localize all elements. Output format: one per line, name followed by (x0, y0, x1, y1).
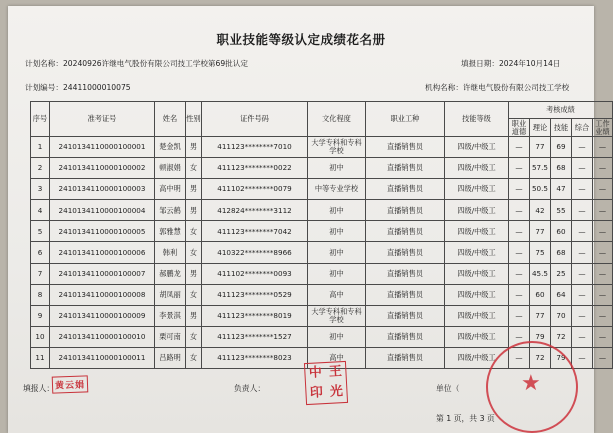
plan-no (25, 82, 131, 93)
cell-work-perf: — (593, 284, 613, 305)
cell-work-perf: — (593, 179, 613, 200)
table-row (31, 137, 613, 158)
official-seal-stamp (486, 341, 578, 433)
cell-gender: 女 (186, 284, 202, 305)
cell-gender: 男 (186, 179, 202, 200)
cell-ethics: — (509, 179, 530, 200)
fill-date (461, 58, 560, 69)
cell-id-no: 411123********1527 (202, 326, 308, 347)
cell-exam-no: 2410134110000100002 (50, 158, 155, 179)
cell-name: 顿淑娟 (155, 158, 186, 179)
cell-theory: 72 (530, 347, 551, 368)
cell-seq: 5 (31, 221, 50, 242)
plan-no-label: 计划编号： (25, 83, 63, 92)
cell-level: 四级/中级工 (445, 263, 509, 284)
cell-level: 四级/中级工 (445, 158, 509, 179)
header-overall: 综合 (572, 119, 593, 137)
cell-education: 高中 (308, 347, 366, 368)
plan-name-value: 20240926许继电气股份有限公司技工学校第69批认定 (62, 59, 248, 68)
cell-skill: 64 (551, 284, 572, 305)
header-skill: 技能 (551, 119, 572, 137)
org-name-value: 许继电气股份有限公司技工学校 (462, 83, 570, 92)
cell-occupation: 直播销售员 (366, 347, 445, 368)
cell-skill: 72 (551, 326, 572, 347)
cell-name: 郭雅慧 (155, 221, 186, 242)
cell-skill: 68 (551, 242, 572, 263)
cell-ethics: — (509, 221, 530, 242)
cell-id-no: 411102********0093 (202, 263, 308, 284)
cell-education: 大学专科和专科学校 (308, 137, 366, 158)
owner-seal-char: 印 (309, 385, 324, 401)
cell-seq: 4 (31, 200, 50, 221)
cell-gender: 男 (186, 137, 202, 158)
org-name-label: 机构名称： (425, 83, 463, 92)
header-exam-no: 准考证号 (50, 102, 155, 137)
header-level: 技能等级 (445, 102, 509, 137)
cell-occupation: 直播销售员 (366, 179, 445, 200)
cell-skill: 55 (551, 200, 572, 221)
cell-work-perf: — (593, 158, 613, 179)
cell-theory: 45.5 (530, 263, 551, 284)
star-icon: ★ (521, 371, 541, 396)
table-row (31, 179, 613, 200)
cell-name: 吕路明 (155, 347, 186, 368)
cell-theory: 75 (530, 242, 551, 263)
cell-name: 胡凤丽 (155, 284, 186, 305)
cell-seq: 6 (31, 242, 50, 263)
cell-ethics: — (509, 305, 530, 326)
page-indicator: 第 1 页，共 3 页 (436, 414, 495, 423)
cell-work-perf: — (593, 347, 613, 368)
cell-work-perf: — (593, 221, 613, 242)
header-occupation: 职业工种 (366, 102, 445, 137)
header-name: 姓名 (155, 102, 186, 137)
cell-gender: 女 (186, 221, 202, 242)
cell-id-no: 411123********8023 (202, 347, 308, 368)
cell-ethics: — (509, 284, 530, 305)
plan-name (25, 58, 248, 69)
cell-work-perf: — (593, 137, 613, 158)
owner-seal-stamp (304, 361, 348, 405)
owner-seal-char: 光 (329, 384, 344, 400)
cell-skill: 68 (551, 158, 572, 179)
cell-exam-no: 2410134110000100004 (50, 200, 155, 221)
cell-occupation: 直播销售员 (366, 200, 445, 221)
cell-level: 四级/中级工 (445, 242, 509, 263)
cell-seq: 9 (31, 305, 50, 326)
unit-label: 单位（ (436, 384, 460, 393)
cell-education: 初中 (308, 242, 366, 263)
cell-exam-no: 2410134110000100008 (50, 284, 155, 305)
cell-level: 四级/中级工 (445, 326, 509, 347)
cell-overall: — (572, 284, 593, 305)
plan-name-label: 计划名称： (25, 59, 63, 68)
cell-gender: 女 (186, 347, 202, 368)
cell-name: 李景淇 (155, 305, 186, 326)
cell-gender: 男 (186, 305, 202, 326)
fill-date-value: 2024年10月14日 (498, 59, 561, 68)
cell-overall: — (572, 305, 593, 326)
cell-theory: 79 (530, 326, 551, 347)
owner-seal-char: 王 (328, 364, 343, 380)
cell-exam-no: 2410134110000100003 (50, 179, 155, 200)
cell-overall: — (572, 200, 593, 221)
cell-ethics: — (509, 347, 530, 368)
cell-ethics: — (509, 200, 530, 221)
fill-date-label: 填报日期： (461, 59, 499, 68)
cell-work-perf: — (593, 305, 613, 326)
cell-exam-no: 2410134110000100009 (50, 305, 155, 326)
form-sheet (8, 6, 610, 433)
cell-ethics: — (509, 158, 530, 179)
table-row (31, 242, 613, 263)
table-row (31, 305, 613, 326)
cell-education: 初中 (308, 221, 366, 242)
org-name (425, 82, 569, 93)
cell-theory: 50.5 (530, 179, 551, 200)
cell-theory: 57.5 (530, 158, 551, 179)
table-row (31, 284, 613, 305)
cell-seq: 8 (31, 284, 50, 305)
cell-occupation: 直播销售员 (366, 263, 445, 284)
table-row (31, 200, 613, 221)
header-seq: 序号 (31, 102, 50, 137)
cell-work-perf: — (593, 326, 613, 347)
cell-level: 四级/中级工 (445, 284, 509, 305)
cell-name: 郝鹏龙 (155, 263, 186, 284)
cell-work-perf: — (593, 263, 613, 284)
cell-occupation: 直播销售员 (366, 221, 445, 242)
cell-level: 四级/中级工 (445, 305, 509, 326)
cell-overall: — (572, 158, 593, 179)
header-theory: 理论 (530, 119, 551, 137)
cell-gender: 女 (186, 326, 202, 347)
cell-ethics: — (509, 242, 530, 263)
cell-exam-no: 2410134110000100001 (50, 137, 155, 158)
cell-occupation: 直播销售员 (366, 137, 445, 158)
cell-occupation: 直播销售员 (366, 158, 445, 179)
cell-exam-no: 2410134110000100007 (50, 263, 155, 284)
cell-exam-no: 2410134110000100010 (50, 326, 155, 347)
cell-skill: 79 (551, 347, 572, 368)
cell-id-no: 411123********0529 (202, 284, 308, 305)
cell-education: 初中 (308, 158, 366, 179)
cell-level: 四级/中级工 (445, 200, 509, 221)
owner-label: 负责人： (234, 384, 266, 393)
table-row (31, 221, 613, 242)
cell-level: 四级/中级工 (445, 179, 509, 200)
cell-education: 中等专业学校 (308, 179, 366, 200)
cell-id-no: 411123********8019 (202, 305, 308, 326)
owner-seal-char: 中 (308, 365, 323, 381)
cell-theory: 60 (530, 284, 551, 305)
plan-no-value: 24411000010075 (62, 83, 131, 92)
cell-overall: — (572, 263, 593, 284)
cell-name: 韩利 (155, 242, 186, 263)
cell-occupation: 直播销售员 (366, 326, 445, 347)
cell-level: 四级/中级工 (445, 137, 509, 158)
cell-id-no: 411123********7042 (202, 221, 308, 242)
cell-work-perf: — (593, 242, 613, 263)
cell-occupation: 直播销售员 (366, 305, 445, 326)
cell-exam-no: 2410134110000100011 (50, 347, 155, 368)
cell-occupation: 直播销售员 (366, 242, 445, 263)
filler-signature-stamp: 黄云娟 (52, 375, 89, 393)
cell-overall: — (572, 326, 593, 347)
cell-name: 高中明 (155, 179, 186, 200)
header-work-perf: 工作业绩 (593, 119, 613, 137)
cell-overall: — (572, 221, 593, 242)
cell-occupation: 直播销售员 (366, 284, 445, 305)
cell-seq: 7 (31, 263, 50, 284)
cell-id-no: 411102********0079 (202, 179, 308, 200)
cell-education: 初中 (308, 263, 366, 284)
cell-seq: 11 (31, 347, 50, 368)
cell-skill: 70 (551, 305, 572, 326)
cell-name: 邹云鹤 (155, 200, 186, 221)
cell-work-perf: — (593, 200, 613, 221)
header-id-no: 证件号码 (202, 102, 308, 137)
cell-theory: 77 (530, 221, 551, 242)
cell-education: 初中 (308, 200, 366, 221)
cell-seq: 1 (31, 137, 50, 158)
cell-id-no: 410322********8966 (202, 242, 308, 263)
cell-overall: — (572, 347, 593, 368)
cell-id-no: 411123********7010 (202, 137, 308, 158)
cell-skill: 69 (551, 137, 572, 158)
cell-exam-no: 2410134110000100006 (50, 242, 155, 263)
page-title: 职业技能等级认定成绩花名册 (216, 32, 386, 47)
cell-seq: 3 (31, 179, 50, 200)
cell-ethics: — (509, 263, 530, 284)
cell-gender: 女 (186, 158, 202, 179)
cell-ethics: — (509, 137, 530, 158)
cell-gender: 女 (186, 242, 202, 263)
cell-id-no: 412824********3112 (202, 200, 308, 221)
cell-ethics: — (509, 326, 530, 347)
cell-exam-no: 2410134110000100005 (50, 221, 155, 242)
cell-education: 大学专科和专科学校 (308, 305, 366, 326)
cell-id-no: 411123********0022 (202, 158, 308, 179)
cell-seq: 10 (31, 326, 50, 347)
header-gender: 性别 (186, 102, 202, 137)
table-row (31, 263, 613, 284)
cell-overall: — (572, 137, 593, 158)
filler-label: 填报人： (23, 384, 55, 393)
cell-theory: 77 (530, 305, 551, 326)
cell-name: 栗可南 (155, 326, 186, 347)
cell-education: 初中 (308, 326, 366, 347)
cell-gender: 男 (186, 200, 202, 221)
cell-theory: 77 (530, 137, 551, 158)
cell-level: 四级/中级工 (445, 347, 509, 368)
cell-education: 高中 (308, 284, 366, 305)
header-ethics: 职业道德 (509, 119, 530, 137)
cell-name: 楚金凯 (155, 137, 186, 158)
table-row (31, 158, 613, 179)
cell-overall: — (572, 179, 593, 200)
header-education: 文化程度 (308, 102, 366, 137)
cell-seq: 2 (31, 158, 50, 179)
cell-skill: 60 (551, 221, 572, 242)
cell-skill: 47 (551, 179, 572, 200)
header-scores: 考核成绩 (509, 102, 613, 119)
cell-theory: 42 (530, 200, 551, 221)
cell-gender: 男 (186, 263, 202, 284)
score-table (30, 101, 613, 369)
cell-skill: 25 (551, 263, 572, 284)
cell-overall: — (572, 242, 593, 263)
cell-level: 四级/中级工 (445, 221, 509, 242)
